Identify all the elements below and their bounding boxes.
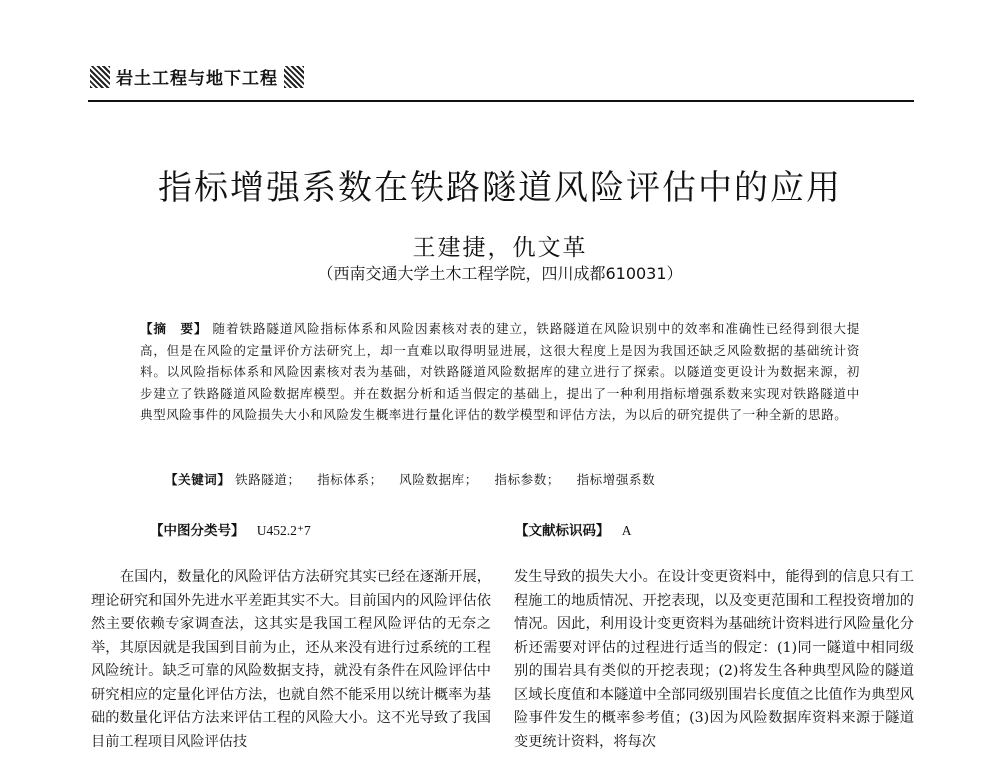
hatch-decoration-right [284,66,304,88]
document-code-label: 【文献标识码】 [515,523,610,539]
article-authors: 王建捷，仇文革 [412,235,588,261]
article-title: 指标增强系数在铁路隧道风险评估中的应用 [158,168,842,208]
document-code-value: A [621,523,632,538]
abstract [140,318,860,426]
abstract-text: 随着铁路隧道风险指标体系和风险因素核对表的建立，铁路隧道在风险识别中的效率和准确性已经得到很大提高，但是在风险的定量评价方法研究上，却一直难以取得明显进展，这很大程度上是因为我国还缺乏风险数据的基础统计资料。以风险指标体系和风险因素核对表为基础，对铁路隧道风险数据库的建立进行了探索。以隧道变更设计为数据来源，初步建立了铁路隧道风险数据库模型。并在数据分析和适当假定的基础上，提出了一种利用指标增强系数来实现对铁路隧道中典型风险事件的风险损失大小和风险发生概率进行量化评估的数学模型和评估方法，为以后的研究提供了一种全新的思路。 [140,321,860,423]
keyword-item: 指标增强系数 [576,472,656,487]
hatch-decoration-left [90,66,110,88]
keyword-item: 风险数据库； [399,472,478,487]
body-left-column: 在国内，数量化的风险评估方法研究其实已经在逐渐开展，理论研究和国外先进水平差距其实不大。目前国内的风险评估依然主要依赖专家调查法，这其实是我国工程风险评估的无奈之举，其原因就是我国到目前为止，还从来没有进行过系统的工程风险统计。缺乏可靠的风险数据支持，就没有条件在风险评估中研究相应的定量化评估方法，也就自然不能采用以统计概率为基础的数量化评估方法来评估工程的风险大小。这不光导致了我国目前工程项目风险评估技 [91,569,491,750]
section-header-label: 岩土工程与地下工程 [116,69,278,89]
abstract-label: 【摘 要】 [140,321,208,336]
document-code [515,519,632,539]
keyword-item: 铁路隧道； [235,472,301,487]
keywords [165,470,865,488]
keyword-item: 指标参数； [494,472,560,487]
classification-number [150,519,311,539]
classification-value: U452.2⁺7 [256,523,311,538]
keywords-label: 【关键词】 [165,472,231,487]
section-header [90,64,304,89]
header-rule [88,100,914,102]
keyword-item: 指标体系； [317,472,383,487]
body-right-column: 发生导致的损失大小。在设计变更资料中，能得到的信息只有工程施工的地质情况、开挖表现，以及变更范围和工程投资增加的情况。因此，利用设计变更资料为基础统计资料进行风险量化分析还需要对评估的过程进行适当的假定：(1)同一隧道中相同级别的围岩具有类似的开挖表现；(2)将发生各种典型风险的隧道区域长度值和本隧道中全部同级别围岩长度值之比值作为典型风险事件发生的概率参考值；(3)因为风险数据库资料来源于隧道变更统计资料，将每次 [514,569,914,750]
article-affiliation: （西南交通大学土木工程学院，四川成都610031） [317,264,683,283]
classification-label: 【中图分类号】 [150,523,245,539]
